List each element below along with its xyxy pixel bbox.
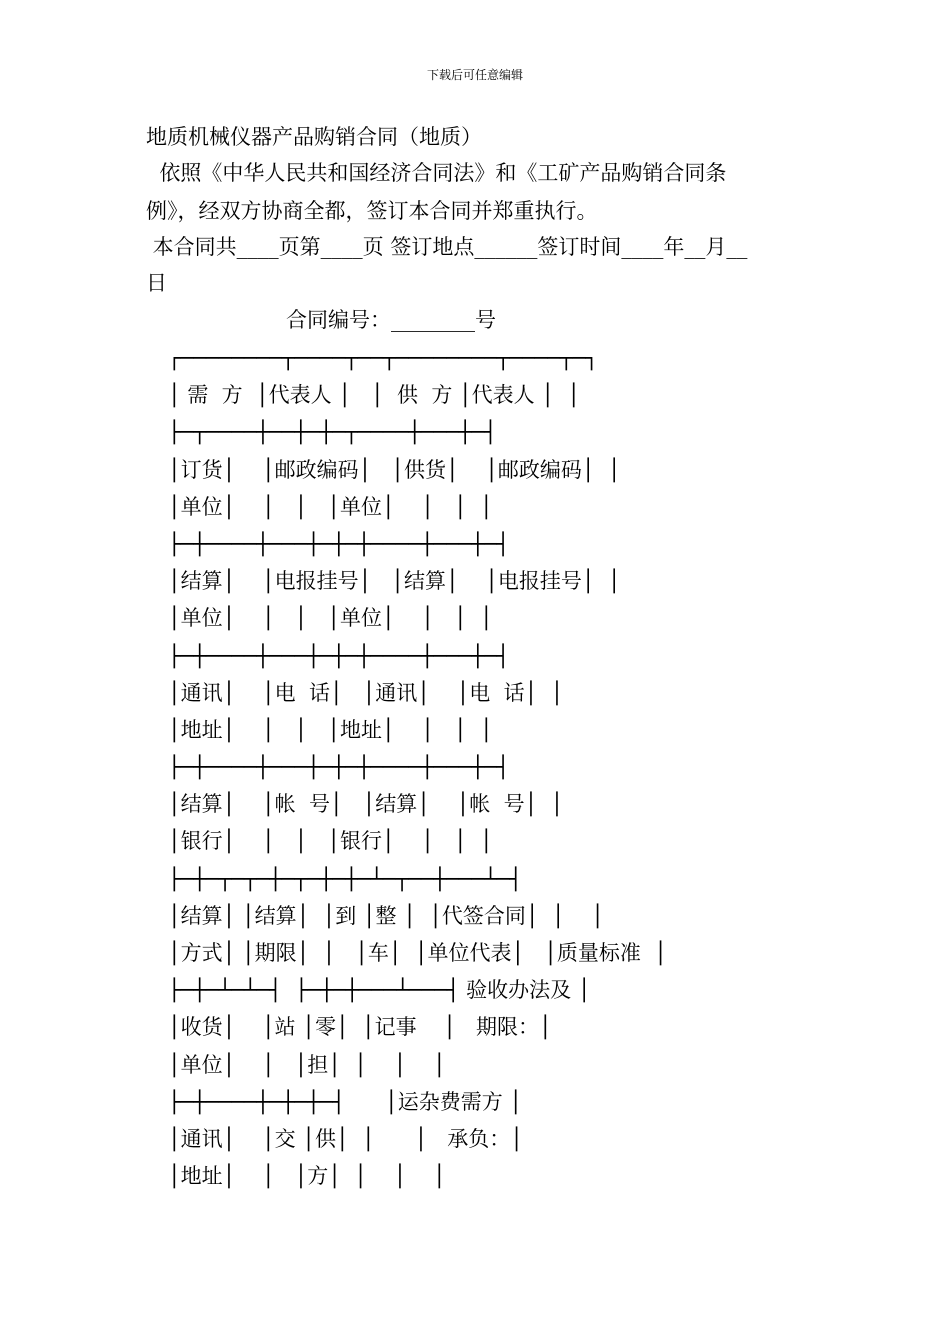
table-row: │单位│ │ │ │单位│ │ │ │ [168,494,493,519]
table-row: │单位│ │ │ │单位│ │ │ │ [168,606,493,631]
table-row: ├─┼────┼───┼─┼─┼────┼───┼─┤ [168,643,510,668]
table-row: ├─┬────┼──┼─┼─┬────┼───┼─┤ [168,420,497,445]
table-row: │ 需 方 │代表人 │ │ 供 方 │代表人 │ │ [168,383,580,408]
table-row: │地址│ │ │方│ │ │ │ [168,1164,446,1189]
intro-line-1: 依照《中华人民共和国经济合同法》和《工矿产品购销合同条 [146,161,727,185]
intro-line-2: 例》，经双方协商全都，签订本合同并郑重执行。 [146,199,598,223]
page-header: 下载后可任意编辑 [426,68,523,82]
table-row: │收货│ │站 │零│ │记事 │ 期限：│ [168,1015,552,1040]
table-row: ├─┼─┴─┴─┤ ├─┼─┼───┴───┤ 验收办法及 │ [168,978,591,1003]
table-row: ┌────────┬────┬──┬────────┬────┬─┐ [168,346,598,370]
table-row: ├─┼────┼───┼─┼─┼────┼───┼─┤ [168,531,510,556]
table-row: ├─┼────┼───┼─┼─┼────┼───┼─┤ [168,755,510,780]
contract-title: 地质机械仪器产品购销合同（地质） [146,125,482,149]
page-count-line-2: 日 [146,271,167,295]
table-row: │结算│ │帐 号│ │结算│ │帐 号│ │ [168,792,564,817]
table-row: │通讯│ │交 │供│ │ │ 承负：│ [168,1126,523,1151]
table-row: │通讯│ │电 话│ │通讯│ │电 话│ │ [168,680,564,705]
table-row: │地址│ │ │ │地址│ │ │ │ [168,717,493,742]
table-row: │方式│ │期限│ │ │车│ │单位代表│ │质量标准 │ [168,941,667,965]
table-row: ├─┼────┼─┼─┼─┤ │运杂费需方 │ [168,1089,523,1114]
table-row: │银行│ │ │ │银行│ │ │ │ [168,829,493,854]
page-count-line-1: 本合同共____页第____页 签订地点______签订时间____年__月__ [146,235,748,259]
table-row: │结算│ │电报挂号│ │结算│ │电报挂号│ │ [168,569,621,594]
contract-table [168,340,667,1195]
table-row: │结算│ │结算│ │到 │整 │ │代签合同│ │ │ [168,903,604,928]
table-row: │订货│ │邮政编码│ │供货│ │邮政编码│ │ [168,457,621,482]
table-row: ├─┼─┬─┬─┼─┬─┼─┼─┴─┬──┼───┴─┤ [168,866,523,891]
contract-number: 合同编号：________号 [286,308,496,332]
table-row: │单位│ │ │担│ │ │ │ [168,1052,446,1077]
